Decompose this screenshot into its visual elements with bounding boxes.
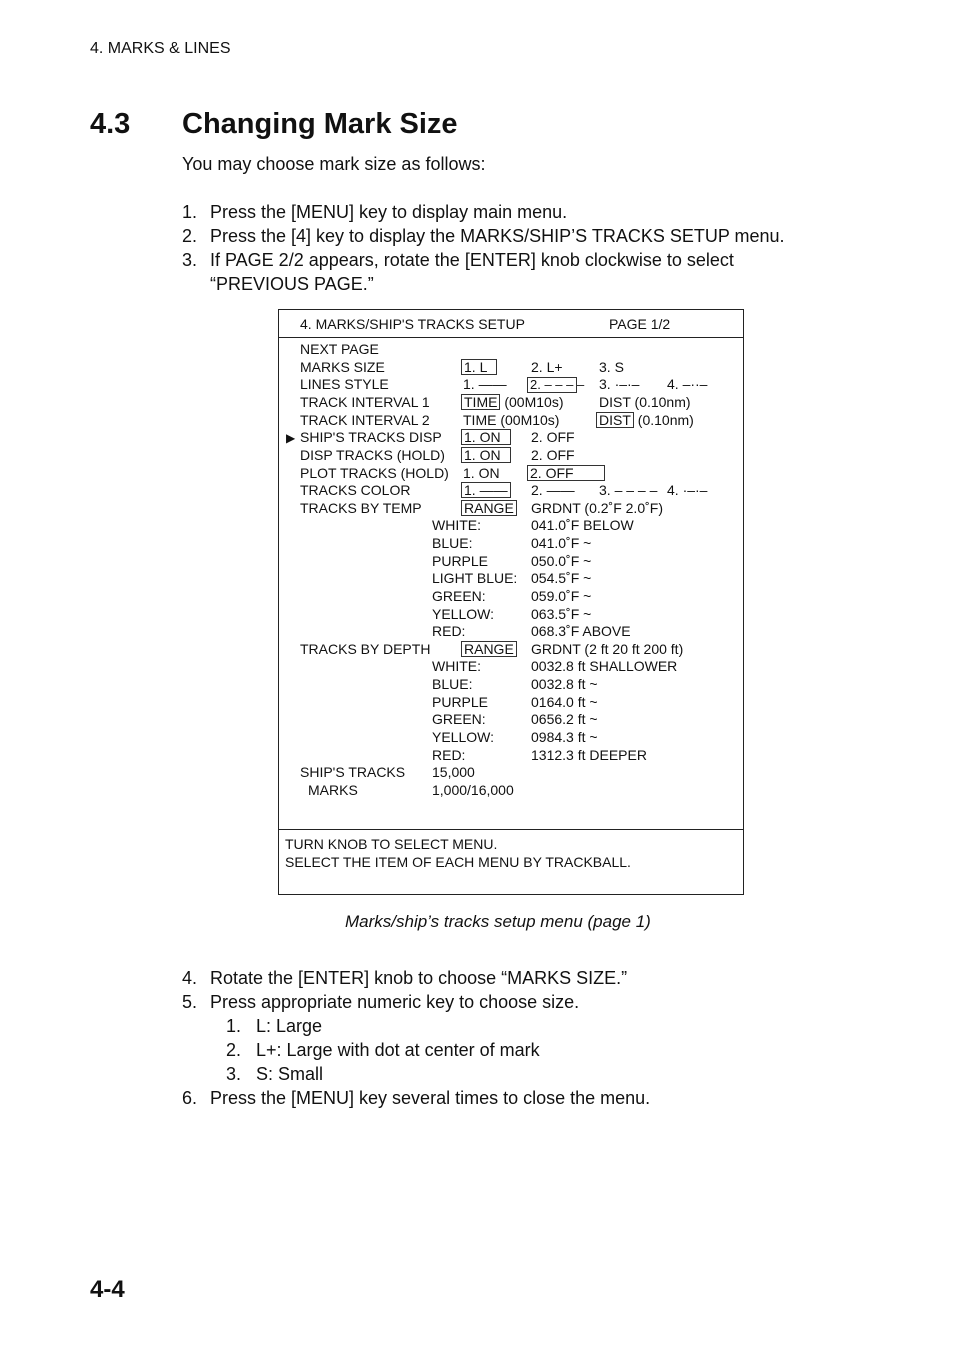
step-number: 6. [182, 1088, 198, 1108]
step-number: 1. [182, 202, 198, 222]
step-text: Rotate the [ENTER] knob to choose “MARKS SIZE.” [210, 968, 628, 988]
temp-color-label: GREEN: [432, 588, 486, 604]
tracks-color-option-3: 3. – – – – [599, 482, 658, 498]
plot-tracks-hold-off: 2. OFF [527, 465, 605, 481]
steps-list-b [182, 966, 822, 1014]
depth-color-label: RED: [432, 747, 466, 763]
size-options-list [226, 1014, 540, 1086]
step-text: Press the [4] key to display the MARKS/SHIP’S TRACKS SETUP menu. [210, 226, 785, 246]
menu-item-next-page: NEXT PAGE [300, 341, 379, 357]
size-option-number: 3. [226, 1064, 242, 1084]
section-title: Changing Mark Size [182, 108, 458, 140]
step-6 [182, 1086, 822, 1110]
menu-page-indicator: PAGE 1/2 [609, 316, 671, 332]
tracks-by-temp-range: RANGE [461, 500, 517, 516]
temp-color-label: BLUE: [432, 535, 473, 551]
menu-item-tracks-by-temp: TRACKS BY TEMP [300, 500, 422, 516]
step-text: Press the [MENU] key to display main menu. [210, 202, 568, 222]
step-number: 5. [182, 992, 198, 1012]
temp-color-value: 068.3˚F ABOVE [531, 623, 631, 639]
depth-color-label: BLUE: [432, 676, 473, 692]
step-number: 3. [182, 250, 198, 270]
depth-color-label: PURPLE [432, 694, 489, 710]
menu-item-marks-size: MARKS SIZE [300, 359, 385, 375]
step-3 [182, 248, 822, 296]
depth-color-label: WHITE: [432, 658, 481, 674]
size-option-text: L+: Large with dot at center of mark [256, 1040, 540, 1060]
depth-color-value: 0032.8 ft ~ [531, 676, 598, 692]
footer-hint-2: SELECT THE ITEM OF EACH MENU BY TRACKBALL. [285, 854, 631, 870]
disp-tracks-hold-off: 2. OFF [531, 447, 575, 463]
tracks-by-depth-grdnt: GRDNT (2 ft 20 ft 200 ft) [531, 641, 684, 657]
setup-menu-figure [278, 309, 744, 895]
track-interval-1-time: TIME [461, 394, 500, 410]
tracks-color-option-1: 1. —— [461, 482, 511, 498]
temp-color-value: 054.5˚F ~ [531, 570, 592, 586]
step-number: 4. [182, 968, 198, 988]
intro-text: You may choose mark size as follows: [182, 154, 486, 174]
size-option [226, 1014, 540, 1038]
menu-item-tracks-color: TRACKS COLOR [300, 482, 411, 498]
ships-tracks-disp-off: 2. OFF [531, 429, 575, 445]
size-option [226, 1038, 540, 1062]
step-text: Press the [MENU] key several times to close the menu. [210, 1088, 651, 1108]
temp-color-label: WHITE: [432, 517, 481, 533]
marks-size-option-lplus: 2. L+ [531, 359, 563, 375]
temp-color-value: 063.5˚F ~ [531, 606, 592, 622]
marks-size-option-l: 1. L [461, 359, 497, 375]
running-header: 4. MARKS & LINES [90, 40, 231, 57]
depth-color-label: GREEN: [432, 711, 486, 727]
size-option-text: L: Large [256, 1016, 323, 1036]
depth-color-value: 1312.3 ft DEEPER [531, 747, 647, 763]
step-1 [182, 200, 822, 224]
page-number: 4-4 [90, 1276, 125, 1303]
step-text: Press appropriate numeric key to choose size. [210, 992, 580, 1012]
menu-item-track-interval-1: TRACK INTERVAL 1 [300, 394, 430, 410]
plot-tracks-hold-on: 1. ON [463, 465, 500, 481]
footer-hint-1: TURN KNOB TO SELECT MENU. [285, 836, 498, 852]
tracks-color-option-2: 2. —— [531, 482, 575, 498]
menu-item-disp-tracks-hold: DISP TRACKS (HOLD) [300, 447, 445, 463]
tracks-by-depth-range: RANGE [461, 641, 517, 657]
step-4 [182, 966, 822, 990]
temp-color-label: LIGHT BLUE: [432, 570, 518, 586]
lines-style-option-1: 1. —— [463, 376, 507, 392]
size-option-number: 1. [226, 1016, 242, 1036]
steps-list-a [182, 200, 822, 296]
menu-item-lines-style: LINES STYLE [300, 376, 389, 392]
step-text: If PAGE 2/2 appears, rotate the [ENTER] knob clockwise to select “PREVIOUS PAGE.” [210, 250, 734, 294]
size-option-text: S: Small [256, 1064, 324, 1084]
marks-size-option-s: 3. S [599, 359, 624, 375]
depth-color-value: 0656.2 ft ~ [531, 711, 598, 727]
figure-caption: Marks/ship’s tracks setup menu (page 1) [345, 912, 651, 931]
depth-color-label: YELLOW: [432, 729, 494, 745]
lines-style-option-3: 3. ·–·– [599, 376, 640, 392]
step-number: 2. [182, 226, 198, 246]
ships-tracks-value: 15,000 [432, 764, 475, 780]
selection-cursor-icon: ▶ [286, 431, 296, 445]
menu-item-ships-tracks-disp: SHIP'S TRACKS DISP [300, 429, 442, 445]
step-2 [182, 224, 822, 248]
lines-style-option-4: 4. –··– [667, 376, 708, 392]
temp-color-value: 041.0˚F BELOW [531, 517, 634, 533]
menu-footer [279, 829, 743, 895]
size-option [226, 1062, 540, 1086]
temp-color-label: YELLOW: [432, 606, 494, 622]
depth-color-value: 0032.8 ft SHALLOWER [531, 658, 678, 674]
track-interval-1-time-value: (00M10s) [504, 394, 564, 410]
track-interval-1-dist: DIST (0.10nm) [599, 394, 691, 410]
tracks-color-option-4: 4. ·–·– [667, 482, 708, 498]
temp-color-value: 041.0˚F ~ [531, 535, 592, 551]
menu-title-bar [279, 310, 743, 338]
temp-color-value: 050.0˚F ~ [531, 553, 592, 569]
depth-color-value: 0164.0 ft ~ [531, 694, 598, 710]
menu-title: 4. MARKS/SHIP'S TRACKS SETUP [300, 316, 525, 332]
marks-label: MARKS [308, 782, 358, 798]
menu-item-plot-tracks-hold: PLOT TRACKS (HOLD) [300, 465, 449, 481]
temp-color-label: RED: [432, 623, 466, 639]
ships-tracks-label: SHIP'S TRACKS [300, 764, 406, 780]
temp-color-label: PURPLE [432, 553, 489, 569]
track-interval-2-dist: DIST [596, 412, 634, 428]
size-option-number: 2. [226, 1040, 242, 1060]
ships-tracks-disp-on: 1. ON [461, 429, 511, 445]
menu-item-track-interval-2: TRACK INTERVAL 2 [300, 412, 430, 428]
steps-list-c [182, 1086, 822, 1110]
track-interval-2-dist-value: (0.10nm) [637, 412, 694, 428]
section-number: 4.3 [90, 108, 131, 140]
lines-style-option-2: 2. – – – – [527, 377, 577, 393]
track-interval-2-time: TIME (00M10s) [463, 412, 560, 428]
depth-color-value: 0984.3 ft ~ [531, 729, 598, 745]
menu-item-tracks-by-depth: TRACKS BY DEPTH [300, 641, 431, 657]
tracks-by-temp-grdnt: GRDNT (0.2˚F 2.0˚F) [531, 500, 663, 516]
disp-tracks-hold-on: 1. ON [461, 447, 511, 463]
marks-value: 1,000/16,000 [432, 782, 514, 798]
step-5 [182, 990, 822, 1014]
temp-color-value: 059.0˚F ~ [531, 588, 592, 604]
